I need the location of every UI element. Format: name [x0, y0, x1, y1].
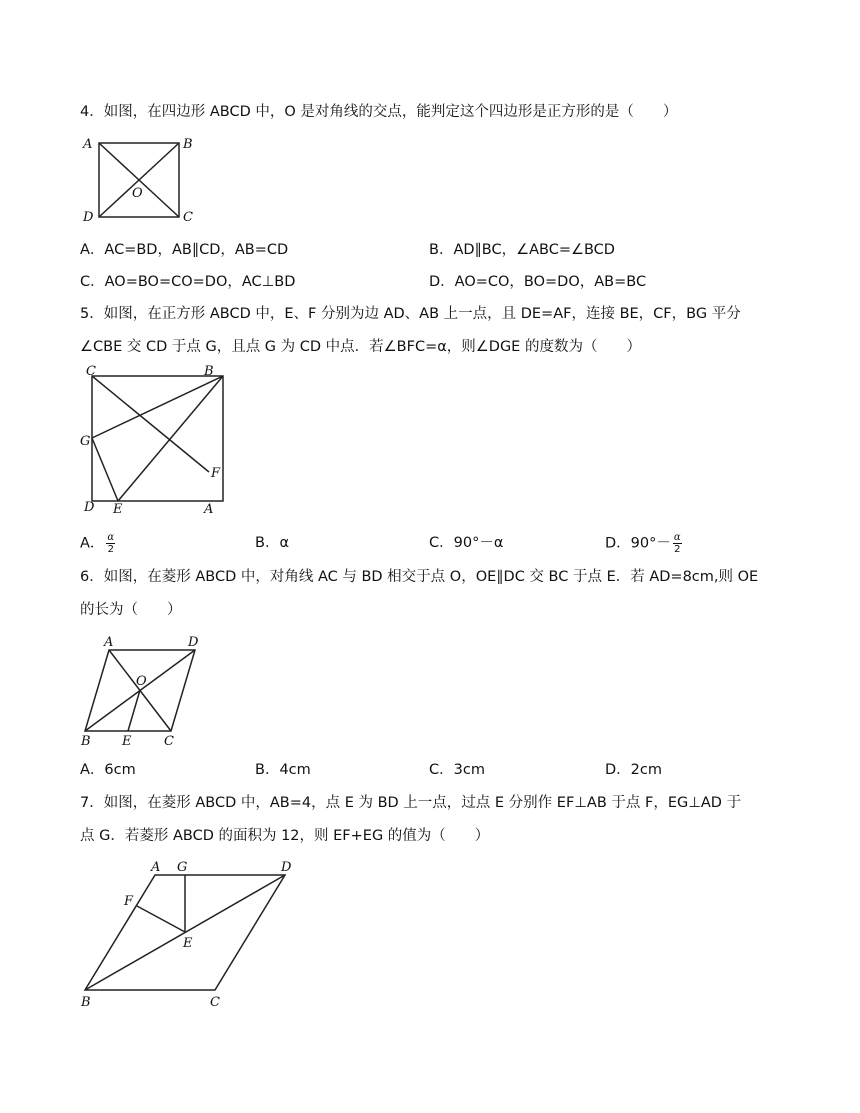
q5-option-d-prefix: D．90°－	[605, 535, 671, 552]
q6-stem-line1: 6．如图，在菱形 ABCD 中，对角线 AC 与 BD 相交于点 O，OE∥DC 交 BC 于点 E．若 AD=8cm,则 OE	[80, 569, 759, 585]
q5-option-b[interactable]: B．α	[255, 535, 290, 551]
q5-option-d-numerator: α	[673, 532, 681, 543]
q6-stem-line2: 的长为（ ）	[80, 602, 182, 618]
q5-option-c[interactable]: C．90°－α	[429, 535, 504, 551]
q6-label-e: E	[122, 734, 132, 749]
q4-label-o: O	[132, 186, 143, 201]
q6-figure	[78, 632, 218, 752]
q5-figure	[78, 365, 238, 515]
q4-stem: 4．如图，在四边形 ABCD 中，O 是对角线的交点，能判定这个四边形是正方形的是（ ）	[80, 104, 678, 120]
q5-option-a-fraction	[106, 532, 115, 555]
q5-label-c: C	[86, 364, 96, 379]
q7-figure	[76, 855, 316, 1015]
q7-label-g: G	[177, 860, 188, 875]
q7-stem-line1: 7．如图，在菱形 ABCD 中，AB=4，点 E 为 BD 上一点，过点 E 分别作 EF⊥AB 于点 F，EG⊥AD 于	[80, 795, 742, 811]
q4-label-a: A	[83, 137, 93, 152]
q7-label-c: C	[210, 995, 220, 1010]
q5-option-d[interactable]	[605, 532, 684, 555]
q6-label-b: B	[81, 734, 91, 749]
q4-option-a[interactable]: A．AC=BD，AB∥CD，AB=CD	[80, 242, 289, 258]
q4-label-c: C	[183, 210, 193, 225]
q6-option-a[interactable]: A．6cm	[80, 762, 136, 778]
q6-label-c: C	[164, 734, 174, 749]
q5-option-a-prefix: A．	[80, 535, 105, 552]
q7-label-d: D	[281, 860, 292, 875]
q5-label-d: D	[84, 500, 95, 515]
q7-label-b: B	[81, 995, 91, 1010]
q4-label-b: B	[183, 137, 193, 152]
q5-stem-line2: ∠CBE 交 CD 于点 G，且点 G 为 CD 中点．若∠BFC=α，则∠DGE 的度数为（ ）	[80, 339, 641, 355]
q5-label-e: E	[113, 502, 123, 517]
q6-option-b[interactable]: B．4cm	[255, 762, 311, 778]
q4-label-d: D	[83, 210, 94, 225]
q5-option-d-denominator: 2	[674, 544, 681, 555]
q6-label-a: A	[104, 635, 114, 650]
q5-label-f: F	[211, 466, 221, 481]
q6-label-o: O	[136, 674, 147, 689]
q5-label-g: G	[80, 434, 91, 449]
q5-option-a-numerator: α	[107, 532, 115, 543]
q5-stem-line1: 5．如图，在正方形 ABCD 中，E、F 分别为边 AD、AB 上一点，且 DE=AF，连接 BE，CF，BG 平分	[80, 306, 741, 322]
q7-label-a: A	[151, 860, 161, 875]
q7-label-f: F	[124, 894, 134, 909]
q5-label-b: B	[204, 364, 214, 379]
q5-option-a[interactable]	[80, 532, 117, 555]
q7-label-e: E	[183, 936, 193, 951]
q5-label-a: A	[204, 502, 214, 517]
q4-figure	[80, 135, 210, 225]
q4-option-b[interactable]: B．AD∥BC，∠ABC=∠BCD	[429, 242, 615, 258]
q6-option-d[interactable]: D．2cm	[605, 762, 662, 778]
q5-option-a-denominator: 2	[107, 544, 114, 555]
q7-stem-line2: 点 G．若菱形 ABCD 的面积为 12，则 EF+EG 的值为（ ）	[80, 828, 490, 844]
q6-label-d: D	[188, 635, 199, 650]
q6-option-c[interactable]: C．3cm	[429, 762, 485, 778]
q4-option-d[interactable]: D．AO=CO，BO=DO，AB=BC	[429, 274, 647, 290]
q5-option-d-fraction	[673, 532, 682, 555]
q4-option-c[interactable]: C．AO=BO=CO=DO，AC⊥BD	[80, 274, 296, 290]
